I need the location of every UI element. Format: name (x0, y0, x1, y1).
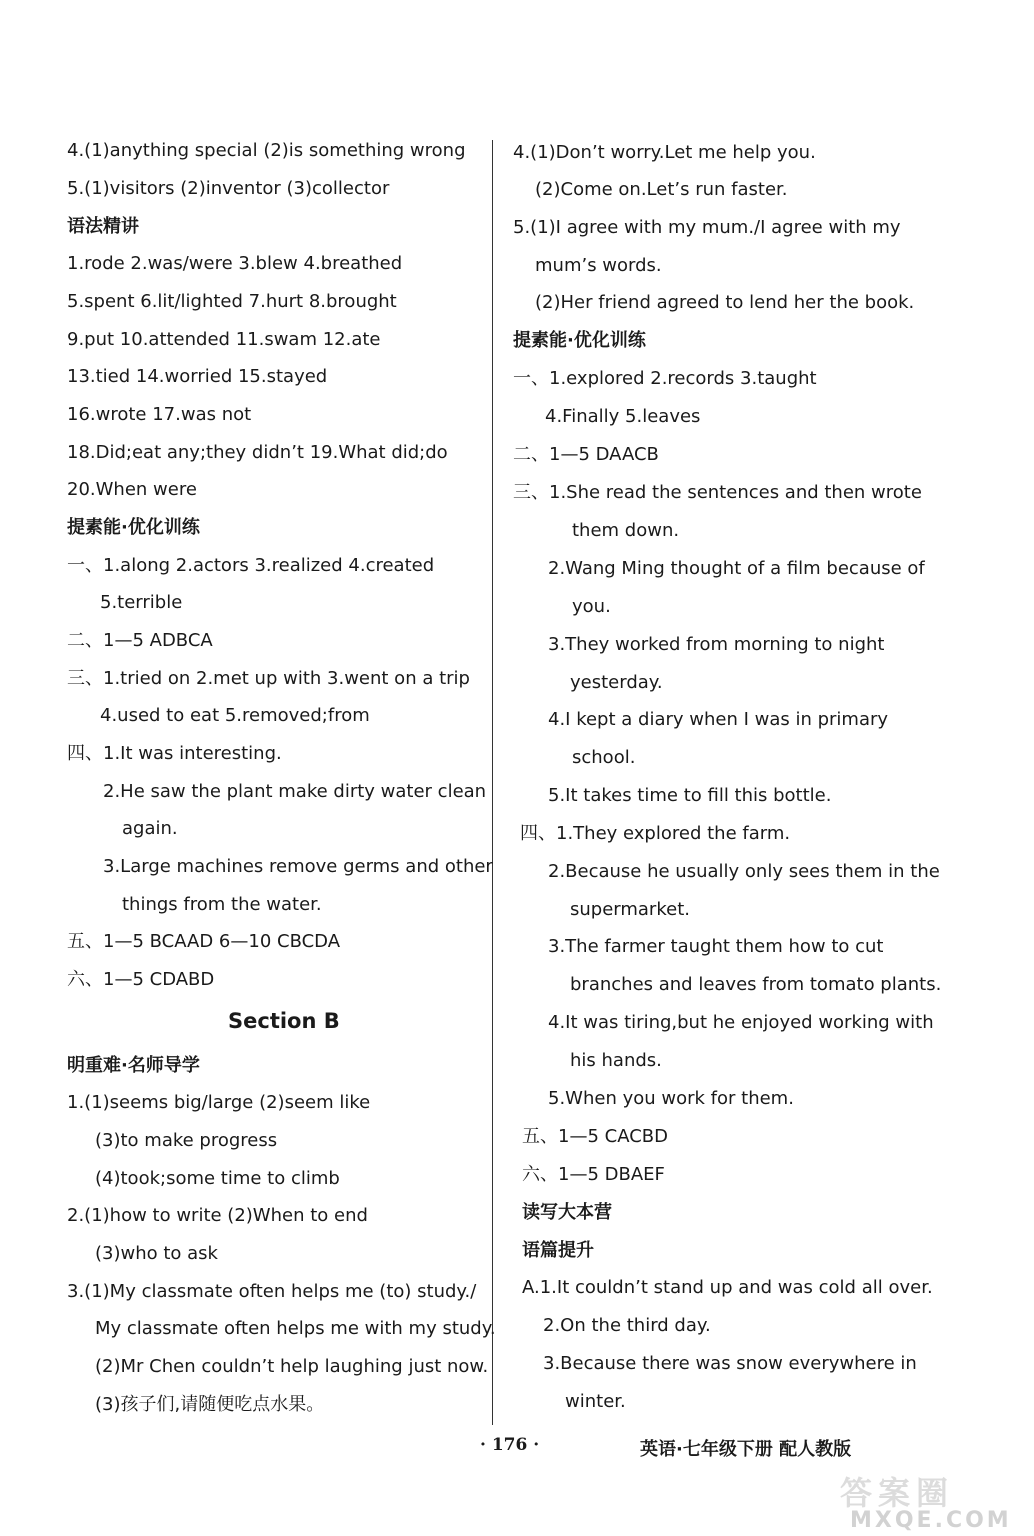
answer-line: 3.They worked from morning to night (548, 634, 885, 655)
answer-line: 一、1.explored 2.records 3.taught (513, 368, 817, 389)
answer-line: 四、1.It was interesting. (67, 743, 282, 764)
answer-line: 5.spent 6.lit/lighted 7.hurt 8.brought (67, 291, 397, 312)
answer-line: (3)who to ask (95, 1243, 218, 1264)
subsection-heading: 读写大本营 (522, 1202, 612, 1223)
answer-line: 3.The farmer taught them how to cut (548, 936, 884, 957)
answer-line: 1.(1)seems big/large (2)seem like (67, 1092, 371, 1113)
watermark-url: MXQE.COM (850, 1508, 1012, 1533)
answer-line: 四、1.They explored the farm. (520, 823, 791, 844)
subsection-heading: 语篇提升 (522, 1240, 594, 1261)
answer-line: 18.Did;eat any;they didn’t 19.What did;do (67, 442, 448, 463)
answer-line: again. (122, 818, 178, 839)
answer-line: 2.He saw the plant make dirty water clean (103, 781, 487, 802)
answer-line: 三、1.tried on 2.met up with 3.went on a trip (67, 668, 470, 689)
answer-line: 六、1—5 CDABD (67, 969, 215, 990)
answer-line: 2.Because he usually only sees them in the (548, 861, 940, 882)
answer-line: 5.terrible (100, 592, 183, 613)
answer-line: 二、1—5 DAACB (513, 444, 659, 465)
answer-line: 5.When you work for them. (548, 1088, 794, 1109)
answer-line: 5.(1)visitors (2)inventor (3)collector (67, 178, 390, 199)
answer-line: 2.On the third day. (543, 1315, 711, 1336)
answer-line: (3)孩子们,请随便吃点水果。 (95, 1394, 325, 1415)
answer-line: them down. (572, 520, 680, 541)
answer-line: (4)took;some time to climb (95, 1168, 340, 1189)
answer-line: 2.(1)how to write (2)When to end (67, 1205, 368, 1226)
answer-line: (2)Come on.Let’s run faster. (535, 179, 788, 200)
answer-line: (2)Her friend agreed to lend her the book. (535, 292, 915, 313)
subsection-heading: 提素能·优化训练 (513, 330, 646, 351)
watermark-top-text: 答案圈 (840, 1474, 955, 1512)
answer-line: 4.It was tiring,but he enjoyed working with (548, 1012, 934, 1033)
column-divider (492, 140, 493, 1425)
answer-line: 六、1—5 DBAEF (522, 1164, 665, 1185)
page-footer (0, 1435, 1034, 1465)
answer-line: 一、1.along 2.actors 3.realized 4.created (67, 555, 435, 576)
answer-line: 二、1—5 ADBCA (67, 630, 213, 651)
answer-line: My classmate often helps me with my study. (95, 1318, 496, 1339)
answer-line: 五、1—5 BCAAD 6—10 CBCDA (67, 931, 341, 952)
answer-line: 16.wrote 17.was not (67, 404, 252, 425)
subsection-heading: 提素能·优化训练 (67, 517, 200, 538)
section-title: Section B (228, 1009, 340, 1033)
book-title: 英语·七年级下册 配人教版 (640, 1439, 852, 1460)
answer-line: 4.Finally 5.leaves (545, 406, 701, 427)
answer-line: you. (572, 596, 611, 617)
answer-line: 9.put 10.attended 11.swam 12.ate (67, 329, 381, 350)
page-number: · 176 · (480, 1435, 540, 1455)
answer-line: A.1.It couldn’t stand up and was cold all over. (522, 1277, 933, 1298)
answer-line: yesterday. (570, 672, 663, 693)
subsection-heading: 明重难·名师导学 (67, 1055, 200, 1076)
answer-line: (3)to make progress (95, 1130, 278, 1151)
answer-line: things from the water. (122, 894, 322, 915)
answer-line: 20.When were (67, 479, 197, 500)
answer-line: 2.Wang Ming thought of a film because of (548, 558, 925, 579)
answer-line: supermarket. (570, 899, 690, 920)
answer-line: branches and leaves from tomato plants. (570, 974, 942, 995)
answer-line: mum’s words. (535, 255, 662, 276)
answer-line: 1.rode 2.was/were 3.blew 4.breathed (67, 253, 403, 274)
answer-line: 五、1—5 CACBD (522, 1126, 668, 1147)
answer-line: 4.(1)Don’t worry.Let me help you. (513, 142, 816, 163)
answer-line: 3.(1)My classmate often helps me (to) study./ (67, 1281, 477, 1302)
answer-line: winter. (565, 1391, 626, 1412)
answer-line: 4.used to eat 5.removed;from (100, 705, 370, 726)
answer-line: 3.Large machines remove germs and other (103, 856, 493, 877)
answer-line: 4.(1)anything special (2)is something wrong (67, 140, 466, 161)
subsection-heading: 语法精讲 (67, 216, 139, 237)
answer-line: (2)Mr Chen couldn’t help laughing just now. (95, 1356, 489, 1377)
answer-line: 5.It takes time to fill this bottle. (548, 785, 832, 806)
answer-line: 5.(1)I agree with my mum./I agree with my (513, 217, 901, 238)
answer-line: his hands. (570, 1050, 662, 1071)
answer-line: 3.Because there was snow everywhere in (543, 1353, 917, 1374)
answer-line: 4.I kept a diary when I was in primary (548, 709, 889, 730)
answer-line: 三、1.She read the sentences and then wrote (513, 482, 922, 503)
answer-line: school. (572, 747, 636, 768)
answer-line: 13.tied 14.worried 15.stayed (67, 366, 328, 387)
watermark-logo (830, 1468, 1030, 1533)
